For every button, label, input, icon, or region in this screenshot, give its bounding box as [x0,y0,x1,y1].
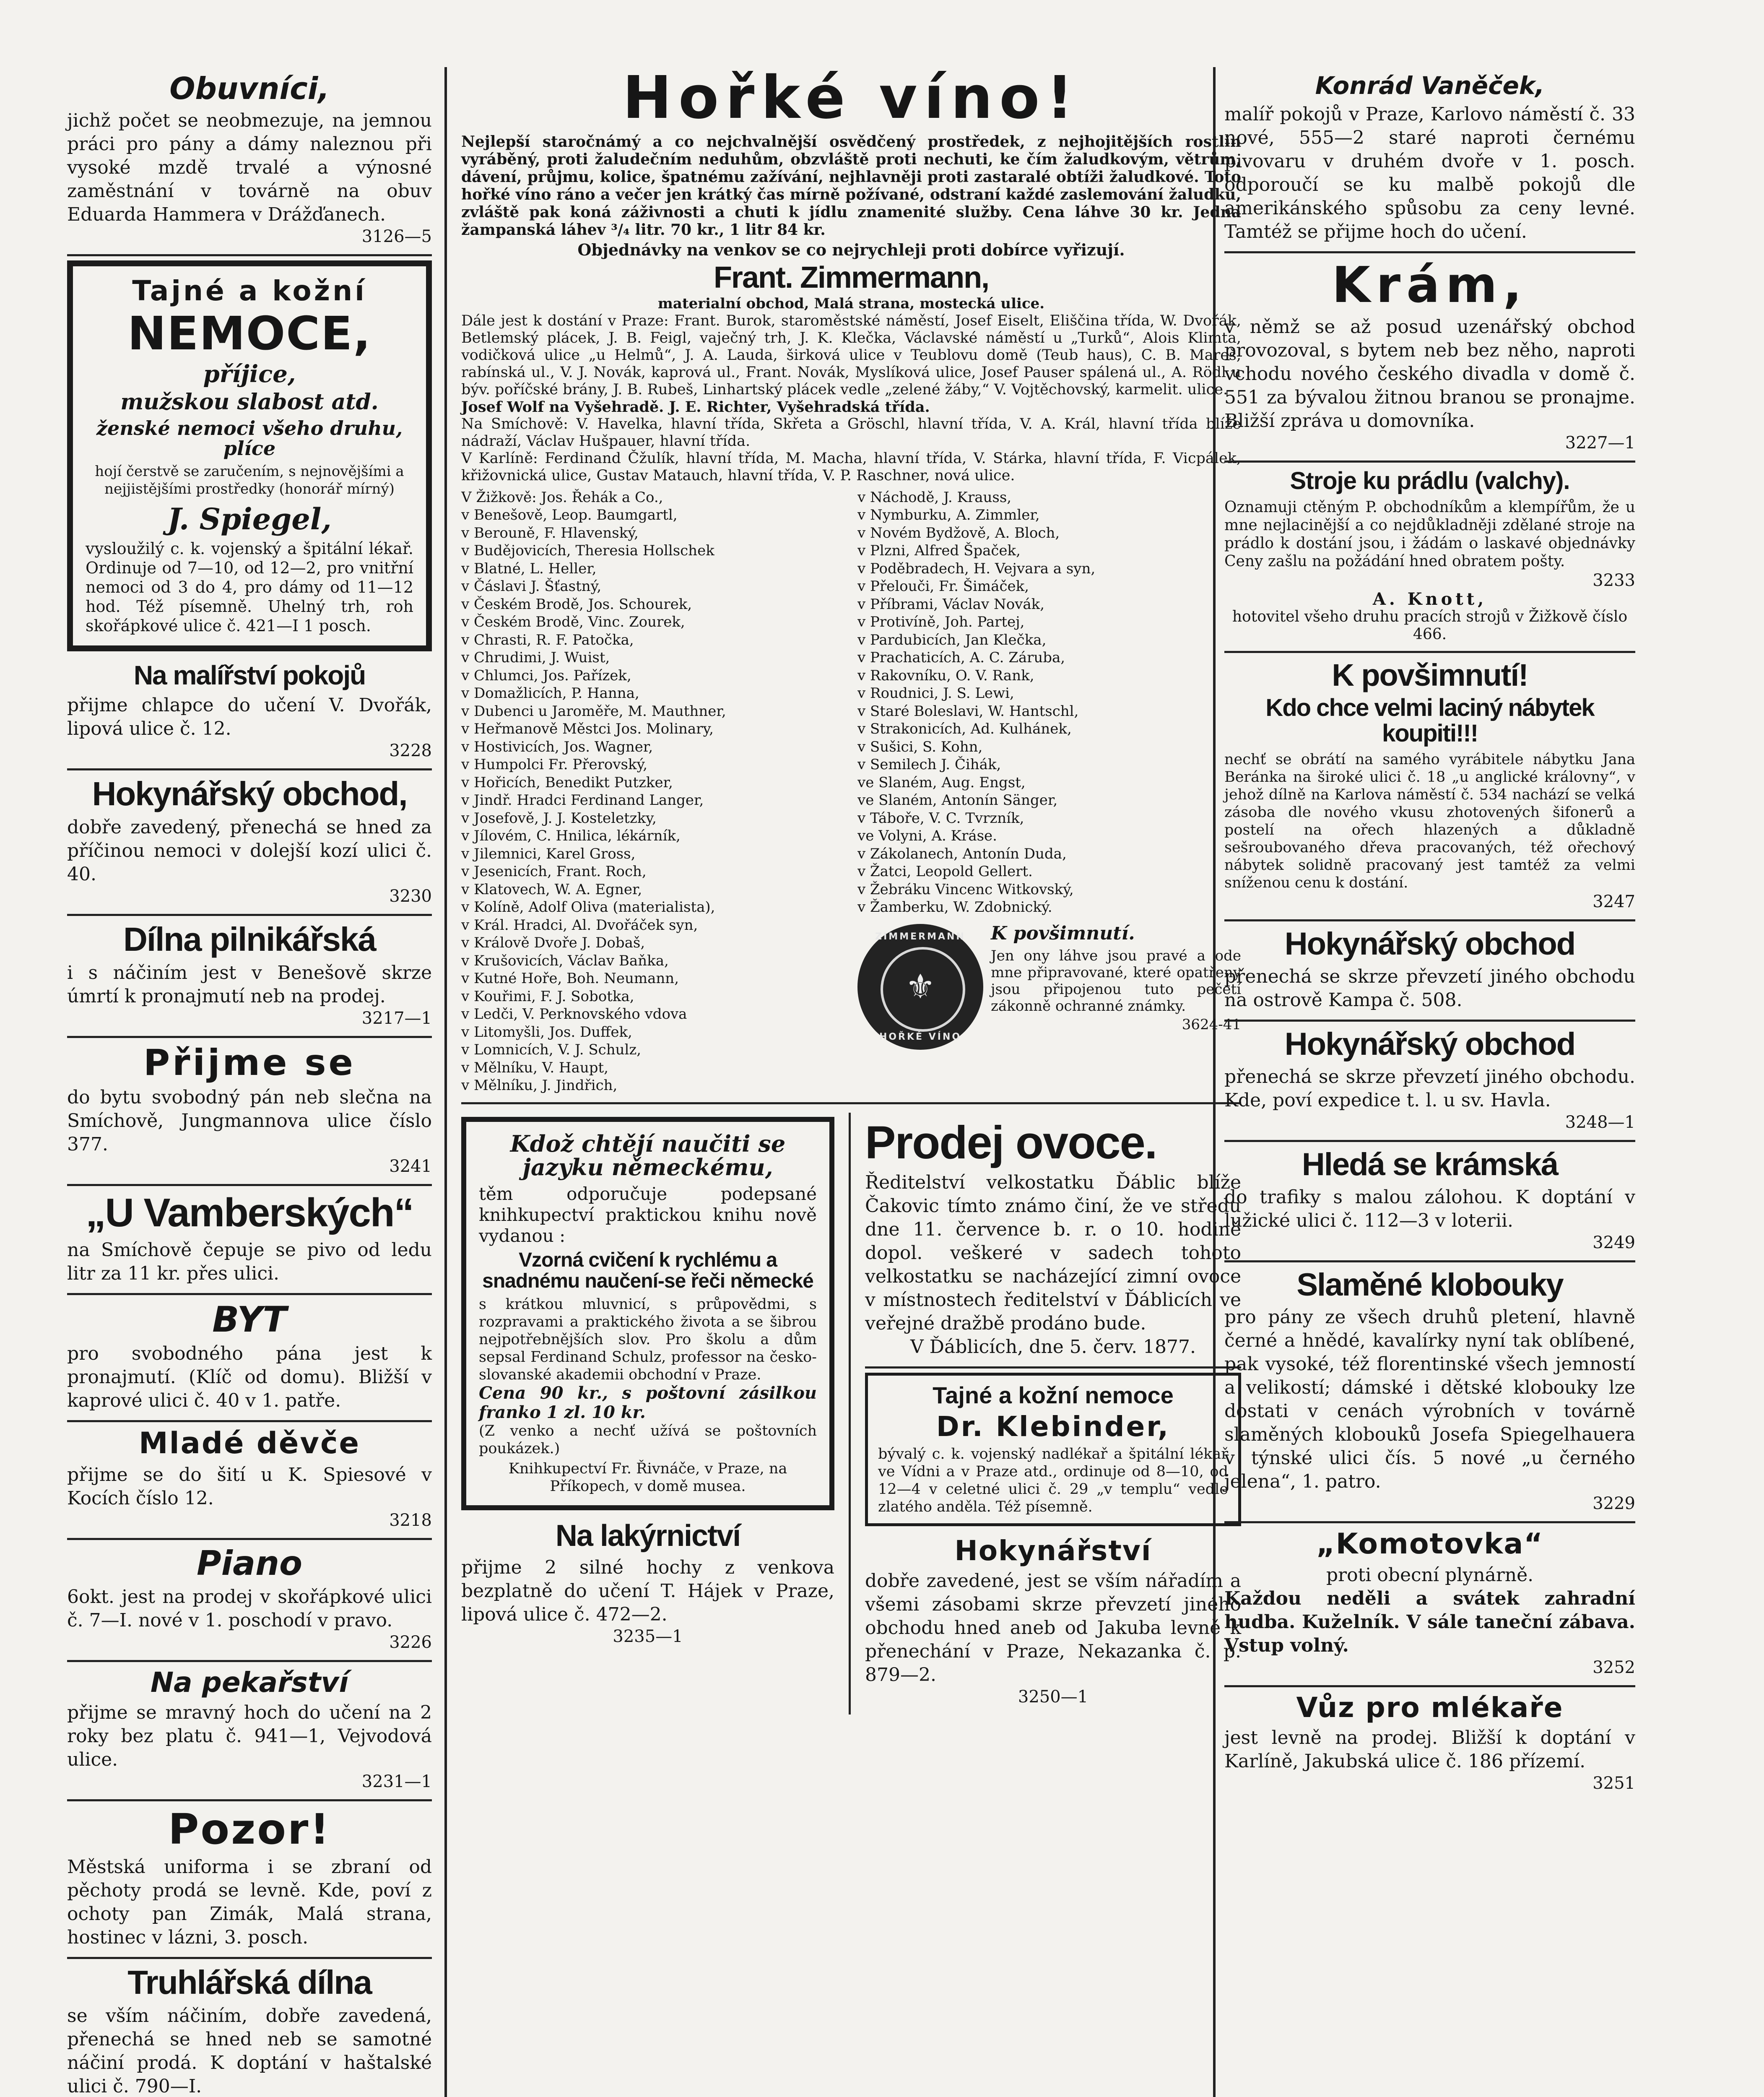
ad-heading: Tajné a kožní [132,274,367,307]
ad-subtitle: mužskou slabost atd. [120,389,379,415]
seller-left-item: v Kolíně, Adolf Oliva (materialista), [461,899,715,916]
seller-left-item: v Mělníku, J. Jindřich, [461,1077,618,1094]
seller-right-item: v Prachaticích, A. C. Záruba, [857,649,1065,666]
seller-right-item: v Žamberku, W. Zdobnický. [857,899,1052,916]
ad-horke-vino [461,64,1241,1104]
seller-left-item: v Kouřimi, F. J. Sobotka, [461,988,634,1005]
ad-title: Pozor! [168,1805,331,1854]
seller-left-item: v Klatovech, W. A. Egner, [461,881,642,898]
seller-left-item: v Benešově, Leop. Baumgartl, [461,507,678,524]
column-rule-left [444,67,447,2097]
seller-left-item: v Král. Hradci, Al. Dvořáček syn, [461,916,698,934]
ad-subtitle: příjice, [203,360,296,388]
seller-left-item: v Hostivicích, Jos. Wagner, [461,738,653,755]
ad-number: 3249 [1593,1233,1635,1252]
seller-right-item: ve Slaném, Aug. Engst, [857,774,1026,791]
middle-lower-right [865,1113,1241,1715]
ad-title: Piano [197,1543,302,1583]
ad-name: J. Spiegel, [167,502,332,537]
ad-title: „Komotovka“ [1316,1527,1543,1561]
seller-left-item: v Blatné, L. Heller, [461,560,597,577]
ad-subtitle: Kdo chce velmi laciný nábytek koupiti!!! [1265,694,1594,747]
ad-number: 3228 [389,741,432,761]
seller-right-item: ve Volyni, A. Kráse. [857,827,997,845]
column-right [1224,67,1635,1801]
column-left [67,67,432,2097]
ad-number: 3227—1 [1565,433,1635,453]
ad-title: Truhlářská dílna [127,1964,372,2001]
middle-lower-left [461,1113,834,1715]
ad-nemoce [67,260,432,651]
ad-title: Krám, [1332,255,1528,314]
ad-hokynarstvi [865,1530,1241,1715]
ad-devce [67,1422,432,1540]
seller-left-item: V Žižkově: Jos. Řehák a Co., [461,489,663,506]
ad-subtitle: proti obecní plynárně. [1326,1564,1534,1586]
prague-sellers-2: Josef Wolf na Vyšehradě. J. E. Richter, Vyšehradská třída. [461,398,930,416]
ad-title: Na lakýrnictví [555,1519,740,1553]
ad-prijme [67,1038,432,1186]
ad-sign: hotovitel všeho druhu pracích strojů v Žižkově číslo 466. [1232,608,1628,643]
seller-right-item: v Roudnici, J. S. Lewi, [857,685,1014,702]
seller-right-item: v Rakovníku, O. V. Rank, [857,667,1034,684]
ad-klobouky [1224,1262,1635,1524]
middle-lower-rule [849,1113,851,1715]
ad-jazyk [461,1117,834,1510]
seller-right-item: v Novém Bydžově, A. Bloch, [857,524,1060,541]
notice-title: K povšimnutí. [991,922,1135,944]
ad-number: 3229 [1593,1494,1635,1514]
ad-vuz [1224,1687,1635,1801]
seller-left-item: v Dubenci u Jaroměře, M. Mauthner, [461,702,726,720]
seller-right-item: v Semilech J. Čihák, [857,756,1001,773]
ad-lakyrnictvi [461,1514,834,1655]
ad-title: Na malířství pokojů [133,660,366,690]
ad-title: Obuvníci, [169,71,330,106]
seller-left-item: v Lomnicích, V. J. Schulz, [461,1041,642,1059]
ad-text: přijme se mravný hoch do učení na 2 roky bez platu č. 941—1, Vejvodová ulice. [67,1702,432,1771]
ad-number: 3233 [1593,570,1635,590]
seller-left-item: v Domažlicích, P. Hanna, [461,685,639,702]
ad-text: přijme se do šití u K. Spiesové v Kocích číslo 12. [67,1464,432,1509]
book-description: s krátkou mluvnicí, s průpovědmi, s rozpravami a praktického života a se šibrou nejpotřebnějších slov. Pro školu a dům sepsal Ferdinand Schulz, professor na česko-slovanské akademii obchodní v Praze. [479,1296,817,1383]
seller-right-item: v Přelouči, Fr. Šimáček, [857,578,1029,595]
seller-left-item: v Berouně, F. Hlavenský, [461,524,639,541]
seller-right-item: v Staré Boleslavi, W. Hantschl, [857,702,1079,720]
ad-number: 3247 [1593,892,1635,912]
seller-left-item: v Litomyšli, Jos. Duffek, [461,1023,632,1041]
ad-vanecek [1224,67,1635,253]
seller-left-item: v Jindř. Hradci Ferdinand Langer, [461,792,704,809]
ad-number: 3252 [1593,1657,1635,1677]
seal-bottom-text: HOŘKÉ VÍNO [879,1031,962,1042]
ad-text: Ředitelství velkostatku Ďáblic blíže Čakovic tímto známo činí, že ve středu dne 11. července b. r. o 10. hodině dopol. veškeré v sadech tohoto velkostatku se nacházející zimní ovoce v místnostech ředitelství v Ďáblicích ve veřejné dražbě prodáno bude. [865,1172,1241,1335]
ad-text: nechť se obrátí na samého vyrábitele nábytku Jana Beránka na široké ulici č. 18 „u anglické královny“, v jehož dílně na Karlova náměstí č. 534 nachází se velká zásoba dle nového vkusu zhotovených šifonerů a postelí na ořech hlazených a důkladně sešroubovaného dřeva pracovaných, též ořechový nábytek solidně pracovaný jest tamtéž za velmi sníženou cenu k dostání. [1224,751,1635,892]
ad-text: vysloužilý c. k. vojenský a špitální lékař. Ordinuje od 7—10, od 12—2, pro vnitřní nemoci od 3 do 4, pro dámy od 11—12 hod. Též písemně. Uhelný trh, roh skořápkové ulice č. 421—I 1 posch. [86,539,413,635]
ad-text: přijme chlapce do učení V. Dvořák, lipová ulice č. 12. [67,695,432,740]
ad-title: Hořké víno! [622,64,1080,132]
ad-text: 6okt. jest na prodej v skořápkové ulici č. 7—I. nové v 1. poschodí v pravo. [67,1586,432,1631]
seller-left-item: v Chlumci, Jos. Pařízek, [461,667,631,684]
seller-left-item: v Českém Brodě, Vinc. Zourek, [461,614,685,631]
firm-name: Frant. Zimmermann, [713,261,989,294]
ad-text: Oznamuji ctěným P. obchodníkům a klempířům, že u mne nejlacinější a co nejdůkladněji zdělané stroje na prádlo k dostání jsou, i žádám o laskavé objednávky Ceny zašlu na požádání hned obratem pošty. [1224,498,1635,570]
ad-text: dobře zavedený, přenechá se hned za příčinou nemoci v dolejší kozí ulici č. 40. [67,817,432,885]
ad-pozor [67,1801,432,1959]
ad-title: Na pekařství [150,1666,349,1699]
ad-heading: Tajné a kožní nemoce [933,1382,1174,1409]
ad-title: Mladé děvče [138,1426,361,1461]
ad-text: pro svobodného pána jest k pronajmutí. (Klíč od domu). Bližší v kaprové ulici č. 40 v 1. patře. [67,1343,432,1412]
ad-obuvnici [67,67,432,256]
seller-right-item: v Pardubicích, Jan Klečka, [857,631,1047,648]
ad-byt [67,1295,432,1422]
ad-date: V Ďáblicích, dne 5. červ. 1877. [910,1336,1196,1358]
prague-sellers: Dále jest k dostání v Praze: Frant. Burok, staroměstské náměstí, Josef Eiselt, Eliščina třída, W. Dvořák, Betlemský plácek, J. B. Feigl, vaječný trh, J. K. Klečka, Václavské náměstí u „Turků“, Alois Klimta, vodičková ulice „u Helmů“, J. A. Lauda, širková ulice v Teublovu domě (Teub haus), C. B. Mareš, rabínská ul., V. J. Novák, kaprová ul., Frant. Novák, Myslíková ulice, Josef Pauser spálená ul., A. Rödl u býv. poříčské brány, J. B. Rubeš, Linhartský plácek vedle „zelené žáby,“ V. Vojtěchovský, karmelit. ulice. [461,312,1241,398]
ad-text: přijme 2 silné hochy z venkova bezplatně do učení T. Hájek v Praze, lipová ulice č. 472—2. [461,1557,834,1626]
seller-right-item: v Plzni, Alfred Špaček, [857,542,1021,559]
bookseller: Knihkupectví Fr. Řivnáče, v Praze, na Příkopech, v domě musea. [508,1460,787,1495]
ad-text: jest levně na prodej. Bližší k doptání v Karlíně, Jakubská ulice č. 186 přízemí. [1224,1727,1635,1772]
book-price: Cena 90 kr., s poštovní zásilkou franko 1 zl. 10 kr. [479,1383,817,1422]
karlin-sellers: V Karlíně: Ferdinand Čžulík, hlavní třída, M. Macha, hlavní třída, V. Stárka, hlavní třída, F. Vicpálek, křižovnická ulice, Gustav Matauch, hlavní třída, V. P. Raschner, nová ulice. [461,450,1241,484]
ad-text: i s náčiním jest v Benešově skrze úmrtí k pronajmutí neb na prodej. [67,962,432,1007]
ad-number: 3250—1 [1018,1687,1089,1707]
seller-left-item: v Kutné Hoře, Boh. Neumann, [461,970,679,987]
ad-number: 3248—1 [1565,1112,1635,1132]
ad-orders: Objednávky na venkov se co nejrychleji proti dobírce vyřizují. [577,240,1125,259]
ad-title: Hokynářský obchod, [92,775,407,813]
ad-number: 3241 [389,1157,432,1176]
ad-kram [1224,253,1635,463]
notice-number: 3624-41 [1182,1016,1241,1033]
ad-hokynarsky [67,770,432,916]
seller-left-item: v Humpolci Fr. Přerovský, [461,756,648,773]
ad-title: Hokynářství [954,1535,1152,1567]
seller-left-item: v Jílovém, C. Hnilica, lékárník, [461,827,681,845]
notice-block [857,924,1241,1050]
ad-hokynarsky-2 [1224,1022,1635,1142]
notice-text: Jen ony láhve jsou pravé a ode mne připravované, které opatřeny jsou připojenou tuto pečetí zákonně ochranné známky. [991,947,1241,1015]
smichov-sellers: Na Smíchově: V. Havelka, hlavní třída, Skřeta a Gröschl, hlavní třída, V. A. Král, hlavní třída blíže nádraží, Václav Hušpauer, hlavní třída. [461,415,1241,450]
ad-vamberskych [67,1186,432,1295]
ad-title: Hokynářský obchod [1284,926,1575,962]
firm-subtitle: materialní obchod, Malá strana, mostecká ulice. [657,295,1045,312]
ad-kramska [1224,1142,1635,1262]
ad-text: v němž se až posud uzenářský obchod provozoval, s bytem neb bez něho, naproti vchodu nového českého divadla v domě č. 551 za bývalou žitnou branou se pronajme. Bližší zpráva u domovníka. [1224,316,1635,432]
ad-number: 3251 [1593,1774,1635,1793]
notice-text-block [991,924,1241,1050]
seller-right-item: v Sušici, S. Kohn, [857,738,983,755]
ad-number: 3226 [389,1632,432,1652]
seller-right-item: ve Slaném, Antonín Sänger, [857,792,1058,809]
ad-number: 3218 [389,1510,432,1530]
regional-sellers [461,489,1241,1095]
ad-title: Dílna pilnikářská [123,921,376,958]
middle-lower [461,1113,1241,1715]
ad-text: pro pány ze všech druhů pletení, hlavně černé a hnědé, kavalírky nyní tak oblíbené, pak vysoké, též florentinské všech jemností a velikostí; dámské i dětské klobouky lze dostati v cenách výrobních v továrně slaměných klobouků Josefa Spiegelhauera v týnské ulici čís. 5 nové „u černého jelena“, 1. patro. [1224,1306,1635,1493]
ad-malirstvi [67,656,432,770]
seller-right-item: v Náchodě, J. Krauss, [857,489,1012,506]
ad-text: přenechá se skrze převzetí jiného obchodu na ostrově Kampa č. 508. [1224,965,1635,1011]
seal-top-text: ZIMMERMANN [875,931,966,942]
seller-left-item: v Čáslavi J. Šťastný, [461,578,602,595]
ad-pekarstvi [67,1662,432,1801]
seller-left-item: v Chrudimi, J. Wuist, [461,649,610,666]
ad-hokynarsky-1 [1224,921,1635,1022]
ad-piano [67,1540,432,1662]
ad-klebinder [865,1373,1241,1526]
seller-left-item: v Ledči, V. Perknovského vdova [461,1006,687,1023]
ad-text: se vším náčiním, dobře zavedená, přenechá se hned neb se samotné náčiní prodá. K doptání v haštalské ulici č. 790—I. [67,2005,432,2097]
ad-number: 3235—1 [613,1627,683,1647]
ad-text: Městská uniforma i se zbraní od pěchoty prodá se levně. Kde, poví z ochoty pan Zimák, Malá strana, hostinec v lázni, 3. posch. [67,1856,432,1949]
ad-ovoce [865,1113,1241,1369]
ad-text: přenechá se skrze převzetí jiného obchodu. Kde, poví expedice t. l. u sv. Havla. [1224,1066,1635,1111]
ad-text: jichž počet se neobmezuje, na jemnou práci pro pány a dámy naleznou při vysoké mzdě trvalé a výnosné zaměstnání v továrně na obuv Eduarda Hammera v Drážďanech. [67,109,432,225]
ad-title: K povšimnutí! [1332,657,1528,692]
ad-title: NEMOCE, [127,306,372,360]
ad-komotovka [1224,1523,1635,1687]
ad-intro: Nejlepší staročnámý a co nejchvalnější osvědčený prostředek, z nejhojitějších rostlin vyráběný, proti žaludečním neduhům, obzvláště proti nechuti, ke čím žaludkovým, větrům, dávení, průjmu, kolice, špatnému zažívání, nejhlavněji proti zastaralé obtíži žaludkové. Toto hořké víno ráno a večer jen krátký čas mírně požívané, odstraní každé zaslemování žaludku, zvláště pak koná záživnosti a chuti k jídlu znamenité služby. Cena láhve 30 kr. Jedna žampanská láhev ³/₄ litr. 70 kr., 1 litr 84 kr. [461,133,1241,239]
ad-povsimnuti [1224,653,1635,921]
seller-left-item: v Hořicích, Benedikt Putzker, [461,774,673,791]
seller-left-item: v Jesenicích, Frant. Roch, [461,863,647,880]
ad-number: 3217—1 [361,1009,432,1028]
seller-left-item: v Josefově, J. J. Kosteletzky, [461,809,657,827]
seller-left-item: v Chrasti, R. F. Patočka, [461,631,634,648]
seller-left-item: v Jilemnici, Karel Gross, [461,845,636,862]
ad-stroje [1224,463,1635,653]
ad-text: těm odporučuje podepsané knihkupectví praktickou knihu nově vydanou : [479,1183,817,1246]
ad-text: Každou neděli a svátek zahradní hudba. Kuželník. V sále taneční zábava. Vstup volný. [1224,1587,1635,1656]
seller-left-item: v Králově Dvoře J. Dobaš, [461,934,645,952]
ad-title: „U Vamberských“ [86,1190,413,1236]
ad-subtitle: ženské nemoci všeho druhu, plíce [96,416,403,460]
ad-title: Stroje ku prádlu (valchy). [1290,467,1570,494]
ad-number: 3230 [389,887,432,906]
ad-name: Dr. Klebinder, [936,1410,1170,1443]
trademark-seal [857,924,983,1050]
ad-truhlarska [67,1959,432,2097]
seller-right-item: v Žatci, Leopold Gellert. [857,863,1033,880]
ad-text: do bytu svobodný pán neb slečna na Smíchově, Jungmannova ulice číslo 377. [67,1087,432,1155]
ad-title: BYT [212,1299,287,1340]
seal-emblem-icon: ⚜ [905,967,935,1006]
ad-text: do trafiky s malou zálohou. K doptání v lužické ulici č. 112—3 v loterii. [1224,1186,1635,1231]
ad-name: A. Knott, [1372,589,1487,609]
ad-title: Kdož chtějí naučiti se jazyku německému, [510,1130,786,1181]
book-title: Vzorná cvičení k rychlému a snadnému naučení-se řeči německé [482,1249,813,1293]
seller-right-item: v Táboře, V. C. Tvrzník, [857,809,1024,827]
ad-text: malíř pokojů v Praze, Karlovo náměstí č. 33 nové, 555—2 staré naproti černému pivovaru v druhém dvoře v 1. posch. odporoučí se ku malbě pokojů dle amerikánského spůsobu za ceny levné. Tamtéž se přijme hoch do učení. [1224,103,1635,242]
seller-right-item: v Poděbradech, H. Vejvara a syn, [857,560,1096,577]
seller-left-item: v Mělníku, V. Haupt, [461,1059,608,1076]
seller-left-item: v Krušovicích, Václav Baňka, [461,952,669,969]
seller-right-item: v Protivíně, Joh. Partej, [857,614,1025,631]
seller-left-item: v Heřmanově Městci Jos. Molinary, [461,721,714,738]
regional-list-right [857,489,1241,916]
column-middle [461,64,1241,1715]
ad-text: dobře zavedené, jest se vším nářadím a všemi zásobami skrze převzetí jiného obchodu hned aneb od Jakuba levně k přenechání v Praze, Nekazanka č. p. 879—2. [865,1570,1241,1686]
ad-title: Konrád Vaněček, [1315,71,1545,100]
seller-left-item: v Českém Brodě, Jos. Schourek, [461,596,692,613]
ad-title: Hledá se krámská [1302,1146,1558,1182]
ad-text: hojí čerstvě se zaručením, s nejnovějšími a nejjistějšími prostředky (honorář mírný) [95,463,404,498]
ad-text: na Smíchově čepuje se pivo od ledu litr za 11 kr. přes ulici. [67,1239,432,1285]
ad-number: 3231—1 [361,1772,432,1792]
ad-number: 3126—5 [361,226,432,246]
ad-title: Přijme se [143,1042,356,1084]
seller-right-item: v Nymburku, A. Zimmler, [857,507,1040,524]
seller-right-item: v Příbrami, Václav Novák, [857,596,1045,613]
regional-right-block [857,489,1241,1095]
ad-title: Prodej ovoce. [865,1116,1157,1168]
seller-right-item: v Žebráku Vincenc Witkovský, [857,881,1074,898]
seller-right-item: v Strakonicích, Ad. Kulhánek, [857,721,1072,738]
ad-dilna [67,916,432,1038]
ad-title: Slaměné klobouky [1296,1267,1563,1303]
ad-title: Vůz pro mlékaře [1296,1691,1564,1724]
regional-list-left [461,489,845,1095]
ad-title: Hokynářský obchod [1284,1026,1575,1062]
ad-text: bývalý c. k. vojenský nadlékař a špitální lékař ve Vídni a v Praze atd., ordinuje od 8—10, od 12—4 v celetné ulici č. 29 „v templu“ vedle zlatého anděla. Též písemně. [878,1446,1228,1516]
seller-right-item: v Zákolanech, Antonín Duda, [857,845,1067,862]
seller-left-item: v Budějovicích, Theresia Hollschek [461,542,714,559]
book-price-note: (Z venko a nechť užívá se poštovních poukázek.) [479,1422,817,1457]
